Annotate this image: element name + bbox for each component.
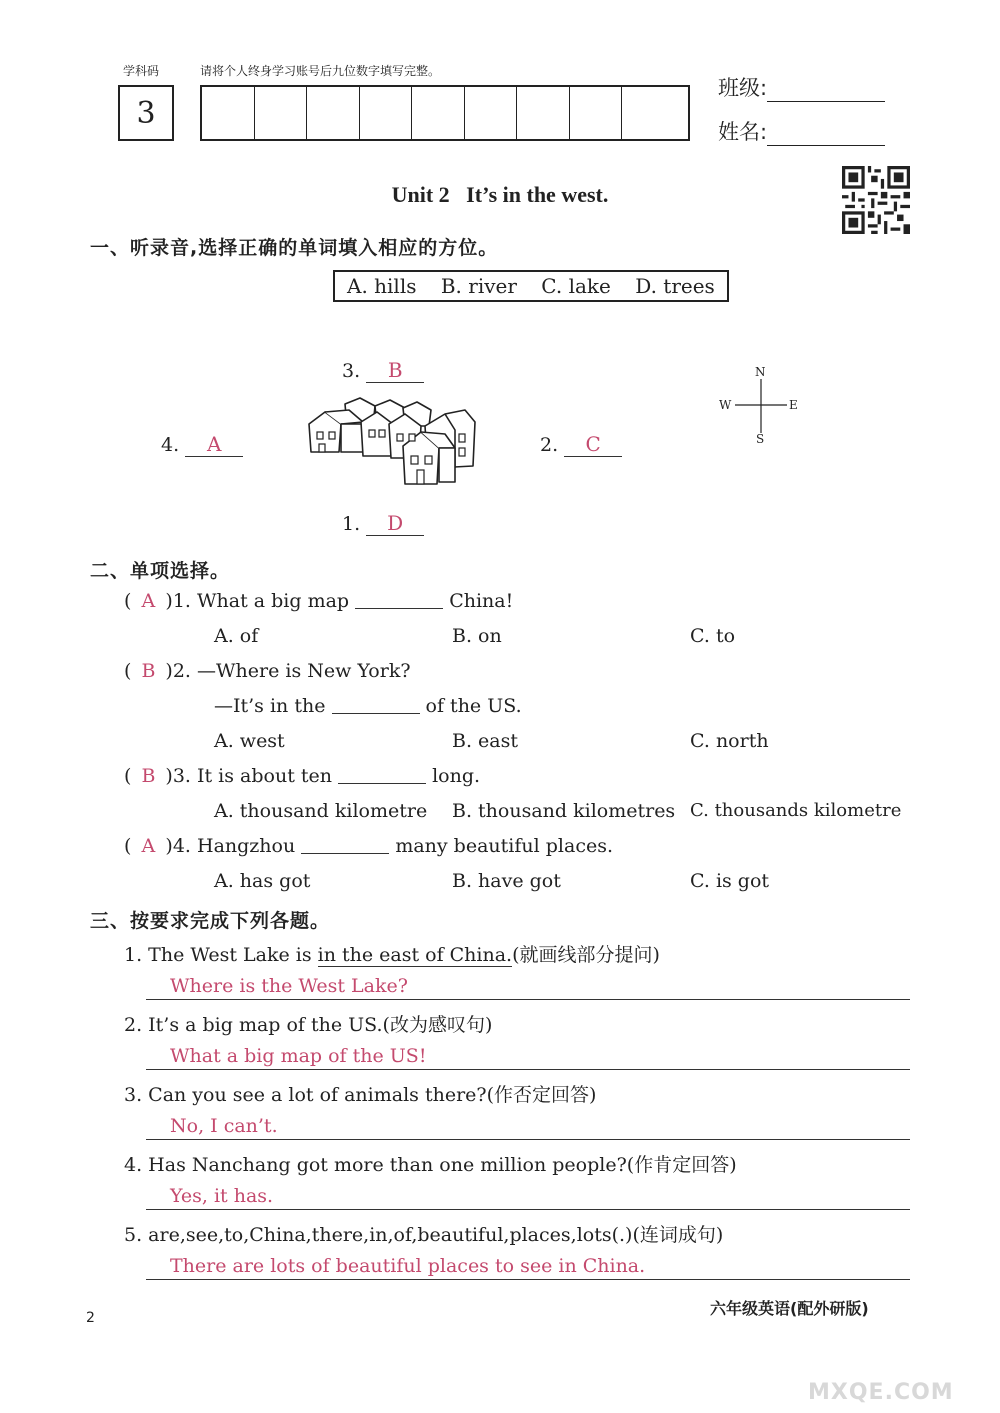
section2-heading: 二、单项选择。 xyxy=(90,560,231,582)
question-stem-end: China! xyxy=(449,590,514,612)
account-instruction: 请将个人终身学习账号后九位数字填写完整。 xyxy=(200,64,441,78)
mc-option-a[interactable]: A. has got xyxy=(214,870,311,892)
account-digit-boxes[interactable] xyxy=(200,85,690,141)
compass-west: W xyxy=(719,398,732,412)
mc-question-3: ( B )3. It is about ten long. xyxy=(124,765,481,787)
mc-question-2-line2 xyxy=(214,695,522,717)
mc-option-b[interactable]: B. thousand kilometres xyxy=(452,800,676,822)
blank-number: 3. xyxy=(342,360,361,382)
answer-choice[interactable]: B xyxy=(141,660,156,682)
question-stem: )4. Hangzhou xyxy=(165,835,296,857)
name-label: 姓名: xyxy=(718,120,768,144)
task-1-prompt xyxy=(124,940,660,967)
digit-cell[interactable] xyxy=(622,87,675,139)
mc-option-b[interactable]: B. east xyxy=(452,730,518,752)
watermark: MXQE.COM xyxy=(808,1380,954,1405)
answer-blank xyxy=(355,590,443,609)
task-2-prompt: 2. It’s a big map of the US.(改为感叹句) xyxy=(124,1014,493,1036)
mc-option-c[interactable]: C. thousands kilometre xyxy=(690,800,902,821)
digit-cell[interactable] xyxy=(465,87,518,139)
compass-icon xyxy=(715,365,805,445)
task-answer: What a big map of the US! xyxy=(170,1045,427,1067)
section1-heading: 一、听录音,选择正确的单词填入相应的方位。 xyxy=(90,237,499,259)
blank-number: 1. xyxy=(342,513,361,535)
underlined-phrase: in the east of China. xyxy=(317,944,513,966)
task-3-answer-line[interactable] xyxy=(146,1109,910,1140)
option-c: C. lake xyxy=(541,274,611,298)
unit-title: Unit 2 It’s in the west. xyxy=(391,182,609,207)
question-stem-end: many beautiful places. xyxy=(395,835,613,857)
mc-option-b[interactable]: B. have got xyxy=(452,870,561,892)
map-blank-east xyxy=(540,432,622,457)
question-stem-end: long. xyxy=(432,765,481,787)
mc-option-c[interactable]: C. north xyxy=(690,730,769,752)
mc-option-a[interactable]: A. thousand kilometre xyxy=(214,800,428,822)
blank-answer[interactable]: C xyxy=(564,432,622,457)
answer-blank xyxy=(338,765,426,784)
blank-answer[interactable]: A xyxy=(185,432,243,457)
question-stem: —It’s in the xyxy=(214,695,326,717)
blank-number: 4. xyxy=(161,434,180,456)
mc-option-a[interactable]: A. of xyxy=(214,625,259,647)
question-stem: )1. What a big map xyxy=(165,590,350,612)
task-4-answer-line[interactable] xyxy=(146,1179,910,1210)
town-houses-icon xyxy=(305,396,480,488)
mc-question-1: ( A )1. What a big map China! xyxy=(124,590,514,612)
option-a: A. hills xyxy=(347,274,417,298)
class-field xyxy=(718,72,885,102)
digit-cell[interactable] xyxy=(255,87,308,139)
task-4-prompt: 4. Has Nanchang got more than one million people?(作肯定回答) xyxy=(124,1154,737,1176)
answer-blank xyxy=(332,695,420,714)
mc-question-4: ( A )4. Hangzhou many beautiful places. xyxy=(124,835,613,857)
class-blank[interactable] xyxy=(767,81,885,102)
question-stem: )3. It is about ten xyxy=(165,765,333,787)
book-title: 六年级英语(配外研版) xyxy=(710,1299,869,1318)
task-5-answer-line[interactable] xyxy=(146,1249,910,1280)
name-field xyxy=(718,116,885,146)
answer-choice[interactable]: B xyxy=(141,765,156,787)
compass-east: E xyxy=(789,398,798,412)
word-options-box xyxy=(333,270,729,302)
task-answer: Yes, it has. xyxy=(170,1185,274,1207)
digit-cell[interactable] xyxy=(360,87,413,139)
mc-option-b[interactable]: B. on xyxy=(452,625,502,647)
section3-heading: 三、按要求完成下列各题。 xyxy=(90,910,331,932)
digit-cell[interactable] xyxy=(307,87,360,139)
task-3-prompt: 3. Can you see a lot of animals there?(作否定回答) xyxy=(124,1084,597,1106)
mc-option-c[interactable]: C. is got xyxy=(690,870,770,892)
digit-cell[interactable] xyxy=(412,87,465,139)
map-blank-west xyxy=(161,432,243,457)
compass-north: N xyxy=(755,365,766,379)
question-stem-end: of the US. xyxy=(425,695,522,717)
answer-choice[interactable]: A xyxy=(141,835,156,857)
digit-cell[interactable] xyxy=(202,87,255,139)
question-stem: )2. —Where is New York? xyxy=(165,660,411,682)
option-d: D. trees xyxy=(635,274,715,298)
task-answer: No, I can’t. xyxy=(170,1115,278,1137)
task-answer: Where is the West Lake? xyxy=(170,975,408,997)
option-b: B. river xyxy=(440,274,517,298)
task-answer: There are lots of beautiful places to see in China. xyxy=(170,1255,646,1277)
blank-answer[interactable]: B xyxy=(366,358,424,383)
task-2-answer-line[interactable] xyxy=(146,1039,910,1070)
subject-code-label: 学科码 xyxy=(123,64,160,78)
mc-option-c[interactable]: C. to xyxy=(690,625,736,647)
class-label: 班级: xyxy=(718,76,768,100)
subject-code-box xyxy=(118,85,174,141)
digit-cell[interactable] xyxy=(517,87,570,139)
task-1-answer-line[interactable] xyxy=(146,969,910,1000)
mc-option-a[interactable]: A. west xyxy=(214,730,285,752)
task-instruction: (就画线部分提问) xyxy=(512,944,660,966)
blank-number: 2. xyxy=(540,434,559,456)
subject-code-value: 3 xyxy=(136,95,156,131)
task-5-prompt: 5. are,see,to,China,there,in,of,beautiful,places,lots(.)(连词成句) xyxy=(124,1224,724,1246)
digit-cell[interactable] xyxy=(570,87,623,139)
map-blank-south xyxy=(342,511,424,536)
answer-choice[interactable]: A xyxy=(141,590,156,612)
page-number: 2 xyxy=(86,1310,95,1326)
answer-blank xyxy=(301,835,389,854)
mc-question-2: ( B )2. —Where is New York? xyxy=(124,660,411,682)
compass-south: S xyxy=(756,432,765,446)
task-text: 1. The West Lake is xyxy=(124,944,318,966)
blank-answer[interactable]: D xyxy=(366,511,424,536)
name-blank[interactable] xyxy=(767,125,885,146)
map-blank-north xyxy=(342,358,424,383)
